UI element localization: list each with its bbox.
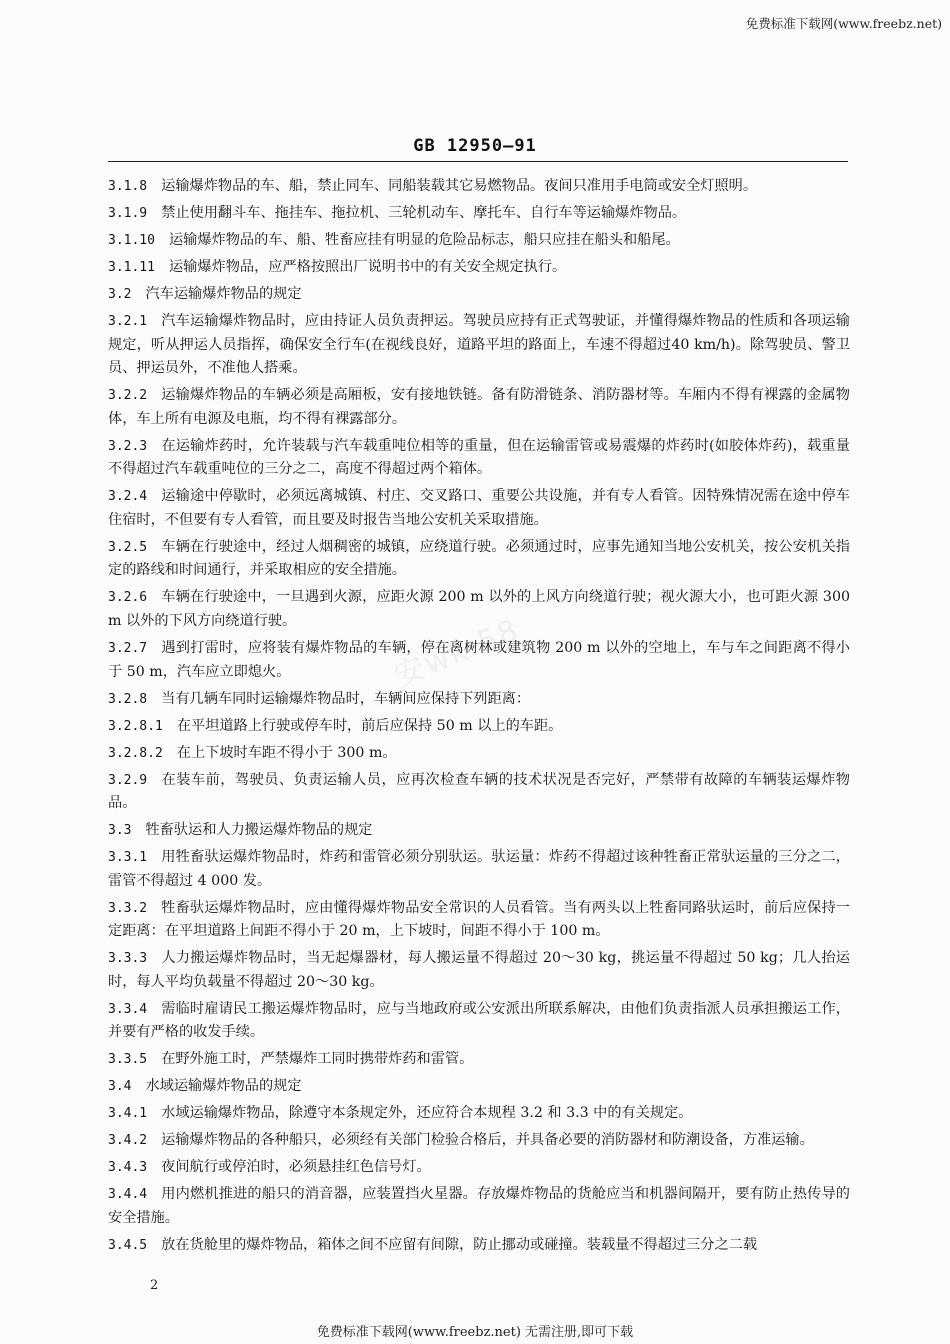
clause-text: 遇到打雷时，应将装有爆炸物品的车辆，停在离树林或建筑物 200 m 以外的空地上，车与车之间距离不得小于 50 m，汽车应立即熄火。 [108,639,850,680]
clause-paragraph [108,742,850,766]
clause-text: 车辆在行驶途中，经过人烟稠密的城镇，应绕道行驶。必须通过时，应事先通知当地公安机关，按公安机关指定的路线和时间通行，并采取相应的安全措施。 [108,538,850,579]
clause-paragraph [108,1129,850,1153]
clause-number: 3.4.5 [108,1237,148,1253]
clause-number: 3.1.10 [108,232,155,248]
clause-paragraph [108,384,850,431]
clause-paragraph [108,846,850,893]
standard-number: GB 12950—91 [413,136,537,156]
clause-number: 3.2.8 [108,691,148,707]
clause-text: 在运输炸药时，允许装载与汽车载重吨位相等的重量，但在运输雷管或易震爆的炸药时(如胶体炸药)，载重量不得超过汽车载重吨位的三分之二，高度不得超过两个箱体。 [108,437,850,478]
clause-paragraph [108,1048,850,1072]
clause-paragraph [108,1234,850,1258]
clause-text: 水域运输爆炸物品的规定 [145,1078,302,1095]
clause-paragraph [108,229,850,253]
clause-paragraph [108,1075,850,1099]
clause-number: 3.2.7 [108,640,148,656]
clause-paragraph [108,819,850,843]
clause-number: 3.3 [108,823,132,839]
watermark: 安wk.58 [389,612,525,695]
clause-paragraph [108,283,850,307]
clause-paragraph [108,769,850,816]
clause-paragraph [108,485,850,532]
clause-text: 运输爆炸物品，应严格按照出厂说明书中的有关安全规定执行。 [168,258,567,275]
clause-text: 运输爆炸物品的车、船，禁止同车、同船装载其它易燃物品。夜间只准用手电筒或安全灯照明。 [161,178,758,194]
clause-text: 汽车运输爆炸物品的规定 [145,285,302,302]
header-rule [108,161,848,162]
clause-number: 3.1.9 [108,205,148,221]
bottom-site-banner: 免费标准下载网(www.freebz.net) 无需注册,即可下载 [316,1325,634,1340]
clause-number: 3.1.11 [108,259,155,275]
clause-paragraph [108,586,850,633]
clause-text: 牲畜驮运和人力搬运爆炸物品的规定 [145,822,373,839]
clause-number: 3.2.8.1 [108,718,163,734]
clause-paragraph [108,1102,850,1126]
clause-paragraph [108,947,850,994]
clause-paragraph [108,715,850,739]
clause-paragraph [108,1156,850,1180]
clause-number: 3.3.3 [108,951,148,967]
clause-text: 汽车运输爆炸物品时，应由持证人员负责押运。驾驶员应持有正式驾驶证，并懂得爆炸物品的性质和各项运输规定，听从押运人员指挥，确保安全行车(在视线良好，道路平坦的路面上，车速不得超过40 km/h)。除驾驶员、警卫员、押运员外，不准他人搭乘。 [108,312,850,377]
clause-number: 3.4.4 [108,1187,148,1203]
clause-number: 3.2.4 [108,489,148,505]
clause-number: 3.2.6 [108,590,148,606]
clause-text: 运输爆炸物品的车、船、牲畜应挂有明显的危险品标志，船只应挂在船头和船尾。 [168,231,680,248]
clause-number: 3.4.3 [108,1160,148,1176]
clause-paragraph [108,897,850,944]
top-site-banner: 免费标准下载网(www.freebz.net) [745,16,942,31]
clause-number: 3.3.4 [108,1001,148,1017]
clause-number: 3.2.1 [108,313,148,329]
clause-number: 3.2.9 [108,772,148,788]
clause-text: 放在货舱里的爆炸物品，箱体之间不应留有间隙，防止挪动或碰撞。装载量不得超过三分之二载 [161,1236,758,1253]
clause-paragraph [108,310,850,381]
clause-number: 3.3.5 [108,1052,148,1068]
document-body [108,175,850,1261]
clause-text: 禁止使用翻斗车、拖挂车、拖拉机、三轮机动车、摩托车、自行车等运输爆炸物品。 [161,204,687,221]
clause-number: 3.2.2 [108,388,148,404]
clause-text: 在装车前，驾驶员、负责运输人员，应再次检查车辆的技术状况是否完好，严禁带有故障的车辆装运爆炸物品。 [108,771,850,812]
clause-number: 3.2.3 [108,438,148,454]
clause-text: 夜间航行或停泊时，必须悬挂红色信号灯。 [161,1159,431,1176]
clause-number: 3.3.2 [108,900,148,916]
clause-text: 车辆在行驶途中，一旦遇到火源，应距火源 200 m 以外的上风方向绕道行驶；视火源大小，也可距火源 300 m 以外的下风方向绕道行驶。 [108,589,850,629]
clause-text: 运输爆炸物品的车辆必须是高厢板，安有接地铁链。备有防滑链条、消防器材等。车厢内不得有裸露的金属物体，车上所有电源及电瓶，均不得有裸露部分。 [108,387,850,427]
clause-paragraph [108,998,850,1045]
clause-paragraph [108,1183,850,1230]
clause-text: 在野外施工时，严禁爆炸工同时携带炸药和雷管。 [161,1051,474,1068]
clause-paragraph [108,202,850,226]
clause-text: 在平坦道路上行驶或停车时，前后应保持 50 m 以上的车距。 [176,717,563,734]
clause-text: 用内燃机推进的船只的消音器，应装置挡火星器。存放爆炸物品的货舱应当和机器间隔开，要有防止热传导的安全措施。 [108,1186,850,1226]
page-number: 2 [150,1278,159,1293]
clause-number: 3.1.8 [108,179,148,194]
clause-text: 运输爆炸物品的各种船只，必须经有关部门检验合格后，并具备必要的消防器材和防潮设备，方准运输。 [161,1132,814,1149]
clause-paragraph [108,637,850,684]
clause-text: 牲畜驮运爆炸物品时，应由懂得爆炸物品安全常识的人员看管。当有两头以上牲畜同路驮运时，前后应保持一定距离：在平坦道路上间距不得小于 20 m，上下坡时，间距不得小于 100 m。 [108,899,850,940]
clause-paragraph [108,256,850,280]
clause-paragraph [108,688,850,712]
clause-number: 3.2.5 [108,539,148,555]
clause-text: 当有几辆车同时运输爆炸物品时，车辆间应保持下列距离： [161,690,531,707]
clause-number: 3.2 [108,286,132,302]
clause-text: 需临时雇请民工搬运爆炸物品时，应与当地政府或公安派出所联系解决，由他们负责指派人员承担搬运工作，并要有严格的收发手续。 [108,1000,850,1041]
clause-number: 3.2.8.2 [108,745,163,761]
clause-paragraph [108,435,850,482]
clause-paragraph [108,536,850,583]
clause-text: 运输途中停歇时，必须远离城镇、村庄、交叉路口、重要公共设施，并有专人看管。因特殊情况需在途中停车住宿时，不但要有专人看管，而且要及时报告当地公安机关采取措施。 [108,488,850,528]
clause-number: 3.3.1 [108,850,148,866]
clause-text: 用牲畜驮运爆炸物品时，炸药和雷管必须分别驮运。驮运量：炸药不得超过该种牲畜正常驮运量的三分之二，雷管不得超过 4 000 发。 [108,849,850,889]
clause-text: 在上下坡时车距不得小于 300 m。 [176,744,397,761]
clause-number: 3.4.1 [108,1106,148,1122]
clause-paragraph [108,175,850,199]
clause-text: 人力搬运爆炸物品时，当无起爆器材，每人搬运量不得超过 20～30 kg，挑运量不得超过 50 kg；几人抬运时，每人平均负载量不得超过 20～30 kg。 [108,950,850,990]
clause-number: 3.4 [108,1079,132,1095]
clause-number: 3.4.2 [108,1133,148,1149]
clause-text: 水域运输爆炸物品，除遵守本条规定外，还应符合本规程 3.2 和 3.3 中的有关规定。 [161,1105,693,1122]
